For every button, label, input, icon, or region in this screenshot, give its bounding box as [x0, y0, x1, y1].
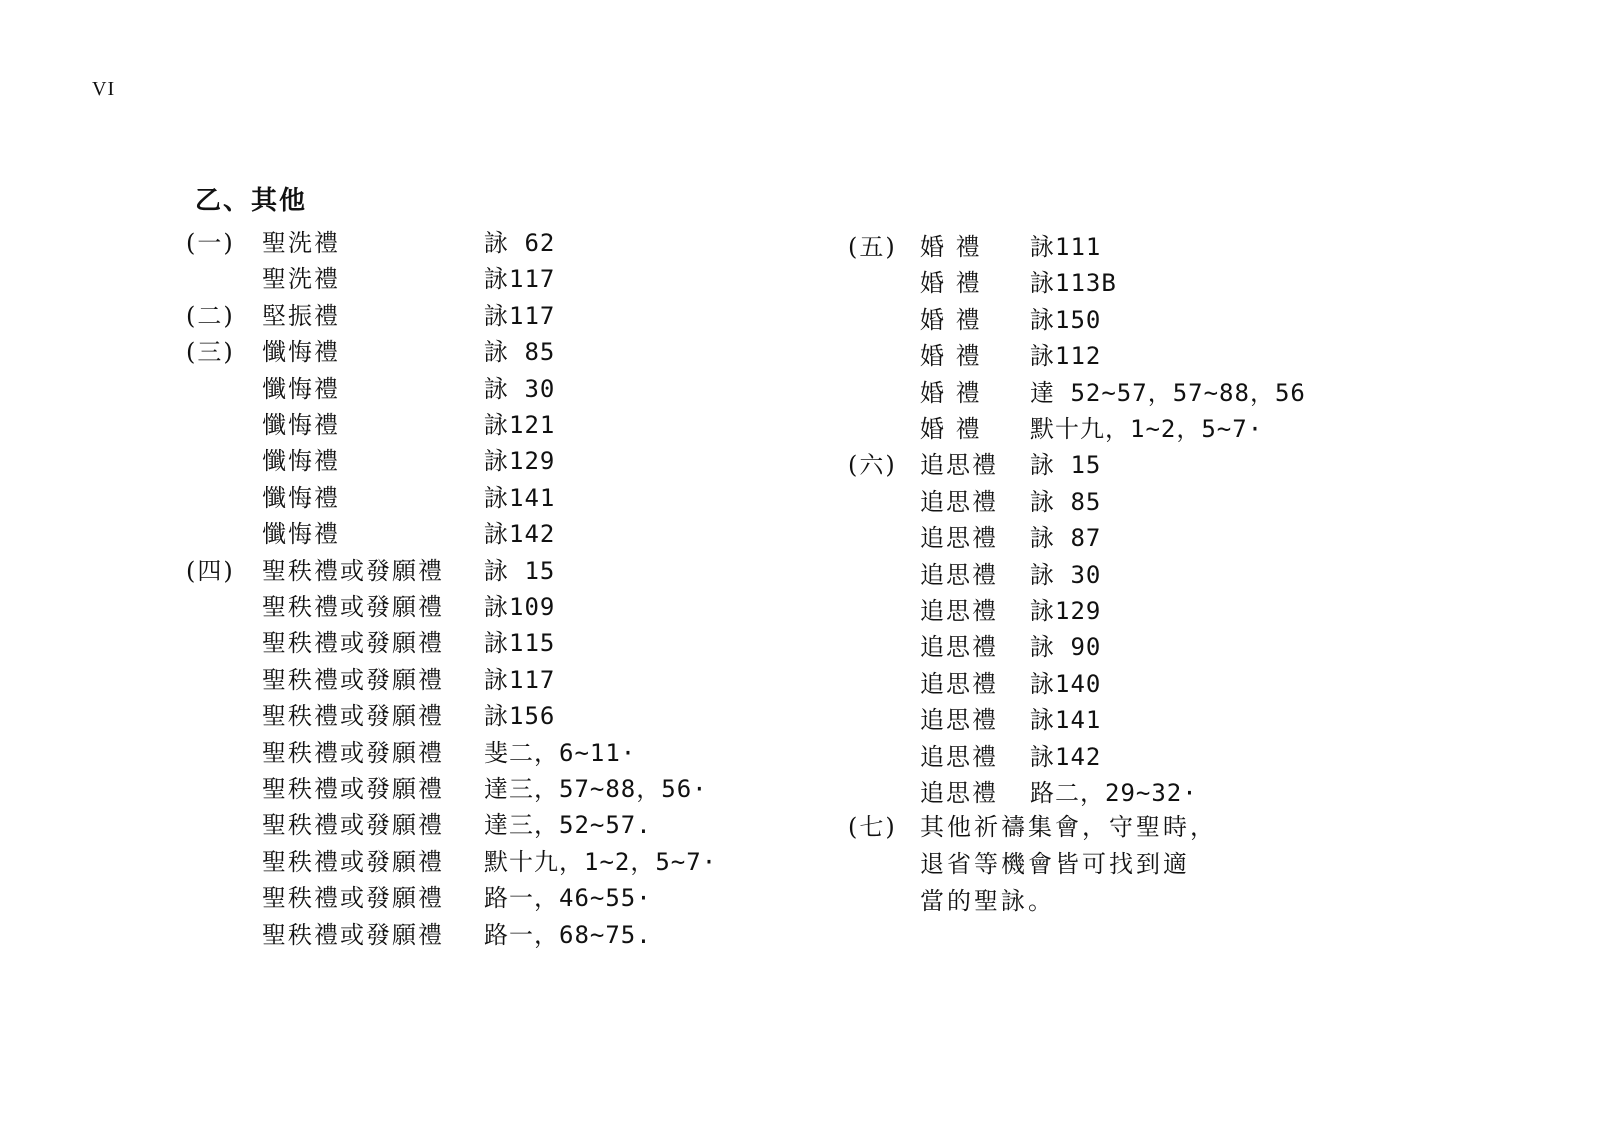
scripture-reference: 詠117 — [484, 301, 556, 330]
scripture-reference: 詠 30 — [1030, 560, 1102, 589]
entry-row — [186, 374, 746, 404]
rite-name: 追思禮 — [920, 451, 998, 480]
entry-row — [848, 669, 1368, 699]
entry-mark: (二) — [186, 301, 235, 330]
rite-name: 聖秩禮或發願禮 — [262, 629, 444, 658]
rite-name: 懺悔禮 — [262, 411, 340, 439]
rite-name: 懺悔禮 — [262, 520, 340, 549]
rite-name: 婚 禮 — [920, 233, 982, 261]
rite-name: 婚 禮 — [920, 269, 982, 298]
entry-row — [848, 414, 1368, 444]
scripture-reference: 詠117 — [484, 665, 556, 694]
rite-name: 懺悔禮 — [262, 483, 340, 512]
rite-name: 聖秩禮或發願禮 — [262, 665, 444, 694]
rite-name: 追思禮 — [920, 560, 998, 589]
note-mark: (七) — [848, 813, 897, 841]
scripture-reference: 詠 85 — [484, 338, 556, 367]
entry-mark: (四) — [186, 556, 235, 585]
entry-row — [186, 665, 746, 695]
scripture-reference: 詠 30 — [484, 374, 556, 403]
rite-name: 聖秩禮或發願禮 — [262, 884, 444, 913]
entry-row — [186, 920, 746, 950]
entry-row — [186, 228, 746, 258]
entry-row — [848, 523, 1368, 553]
scripture-reference: 默十九，1~2，5~7· — [1030, 415, 1264, 443]
rite-name: 聖秩禮或發願禮 — [262, 811, 444, 840]
rite-name: 聖洗禮 — [262, 265, 340, 294]
entry-row — [848, 596, 1368, 626]
entry-row — [186, 264, 746, 294]
entry-row — [848, 268, 1368, 298]
rite-name: 懺悔禮 — [262, 338, 340, 367]
scripture-reference: 斐二，6~11· — [484, 738, 637, 767]
scripture-reference: 詠142 — [484, 520, 556, 549]
scripture-reference: 詠156 — [484, 702, 556, 731]
rite-name: 堅振禮 — [262, 301, 340, 330]
rite-name: 追思禮 — [920, 597, 998, 625]
rite-name: 追思禮 — [920, 487, 998, 516]
scripture-reference: 路一，68~75. — [484, 920, 652, 949]
entry-row — [186, 556, 746, 586]
scripture-reference: 詠141 — [484, 483, 556, 512]
scripture-reference: 達 52~57，57~88，56 — [1030, 378, 1306, 407]
entry-row — [186, 847, 746, 877]
entry-row — [848, 742, 1368, 772]
scripture-reference: 詠 15 — [1030, 451, 1102, 480]
scripture-reference: 詠113B — [1030, 269, 1117, 298]
scripture-reference: 詠140 — [1030, 669, 1102, 698]
entry-mark: (一) — [186, 229, 235, 257]
entry-row — [848, 705, 1368, 735]
scripture-reference: 詠142 — [1030, 742, 1102, 771]
entry-row — [186, 883, 746, 913]
note-line: 退省等機會皆可找到適 — [920, 850, 1190, 878]
scripture-reference: 詠129 — [484, 447, 556, 476]
note-line: 其他祈禱集會，守聖時， — [920, 813, 1217, 841]
scripture-reference: 詠129 — [1030, 597, 1102, 625]
entry-mark: (三) — [186, 338, 235, 367]
note-line: 當的聖詠。 — [920, 887, 1055, 915]
rite-name: 聖秩禮或發願禮 — [262, 847, 444, 876]
rite-name: 追思禮 — [920, 669, 998, 698]
scripture-reference: 詠150 — [1030, 305, 1102, 334]
scripture-reference: 詠121 — [484, 411, 556, 439]
scripture-reference: 詠 62 — [484, 229, 556, 257]
entry-row — [186, 483, 746, 513]
entry-mark: (六) — [848, 451, 897, 480]
rite-name: 懺悔禮 — [262, 374, 340, 403]
scripture-reference: 路一，46~55· — [484, 884, 652, 913]
rite-name: 聖洗禮 — [262, 229, 340, 257]
entry-row — [848, 450, 1368, 480]
scripture-reference: 詠 85 — [1030, 487, 1102, 516]
rite-name: 追思禮 — [920, 742, 998, 771]
entry-row — [186, 337, 746, 367]
rite-name: 懺悔禮 — [262, 447, 340, 476]
entry-row — [186, 701, 746, 731]
rite-name: 婚 禮 — [920, 378, 982, 407]
rite-name: 追思禮 — [920, 633, 998, 662]
rite-name: 聖秩禮或發願禮 — [262, 920, 444, 949]
rite-name: 聖秩禮或發願禮 — [262, 593, 444, 621]
rite-name: 聖秩禮或發願禮 — [262, 556, 444, 585]
entry-row — [186, 446, 746, 476]
rite-name: 聖秩禮或發願禮 — [262, 702, 444, 731]
entry-row — [848, 378, 1368, 408]
scripture-reference: 達三，52~57. — [484, 811, 652, 840]
rite-name: 聖秩禮或發願禮 — [262, 738, 444, 767]
rite-name: 追思禮 — [920, 706, 998, 735]
scripture-reference: 詠109 — [484, 593, 556, 621]
entry-row — [186, 628, 746, 658]
scripture-reference: 達三，57~88，56· — [484, 775, 708, 803]
entry-mark: (五) — [848, 233, 897, 261]
entry-row — [186, 301, 746, 331]
scripture-reference: 詠111 — [1030, 233, 1102, 261]
entry-row — [186, 519, 746, 549]
entry-row — [186, 810, 746, 840]
scripture-reference: 詠117 — [484, 265, 556, 294]
scripture-reference: 詠 87 — [1030, 524, 1102, 553]
entry-row — [186, 738, 746, 768]
scripture-reference: 詠115 — [484, 629, 556, 658]
rite-name: 婚 禮 — [920, 305, 982, 334]
scripture-reference: 詠112 — [1030, 342, 1102, 371]
rite-name: 追思禮 — [920, 524, 998, 553]
scripture-reference: 詠 15 — [484, 556, 556, 585]
rite-name: 婚 禮 — [920, 415, 982, 443]
scripture-reference: 默十九，1~2，5~7· — [484, 847, 718, 876]
scripture-reference: 路二，29~32· — [1030, 779, 1198, 807]
entry-row — [186, 592, 746, 622]
entry-row — [848, 560, 1368, 590]
entry-row — [186, 774, 746, 804]
page-number: VI — [92, 78, 116, 100]
entry-row — [186, 410, 746, 440]
scripture-reference: 詠 90 — [1030, 633, 1102, 662]
rite-name: 婚 禮 — [920, 342, 982, 371]
entry-row — [848, 778, 1368, 808]
entry-row — [848, 341, 1368, 371]
scripture-reference: 詠141 — [1030, 706, 1102, 735]
entry-row — [848, 232, 1368, 262]
entry-row — [848, 487, 1368, 517]
rite-name: 追思禮 — [920, 779, 998, 807]
entry-row — [848, 632, 1368, 662]
rite-name: 聖秩禮或發願禮 — [262, 775, 444, 803]
entry-row — [848, 305, 1368, 335]
section-title: 乙、其他 — [195, 186, 308, 216]
